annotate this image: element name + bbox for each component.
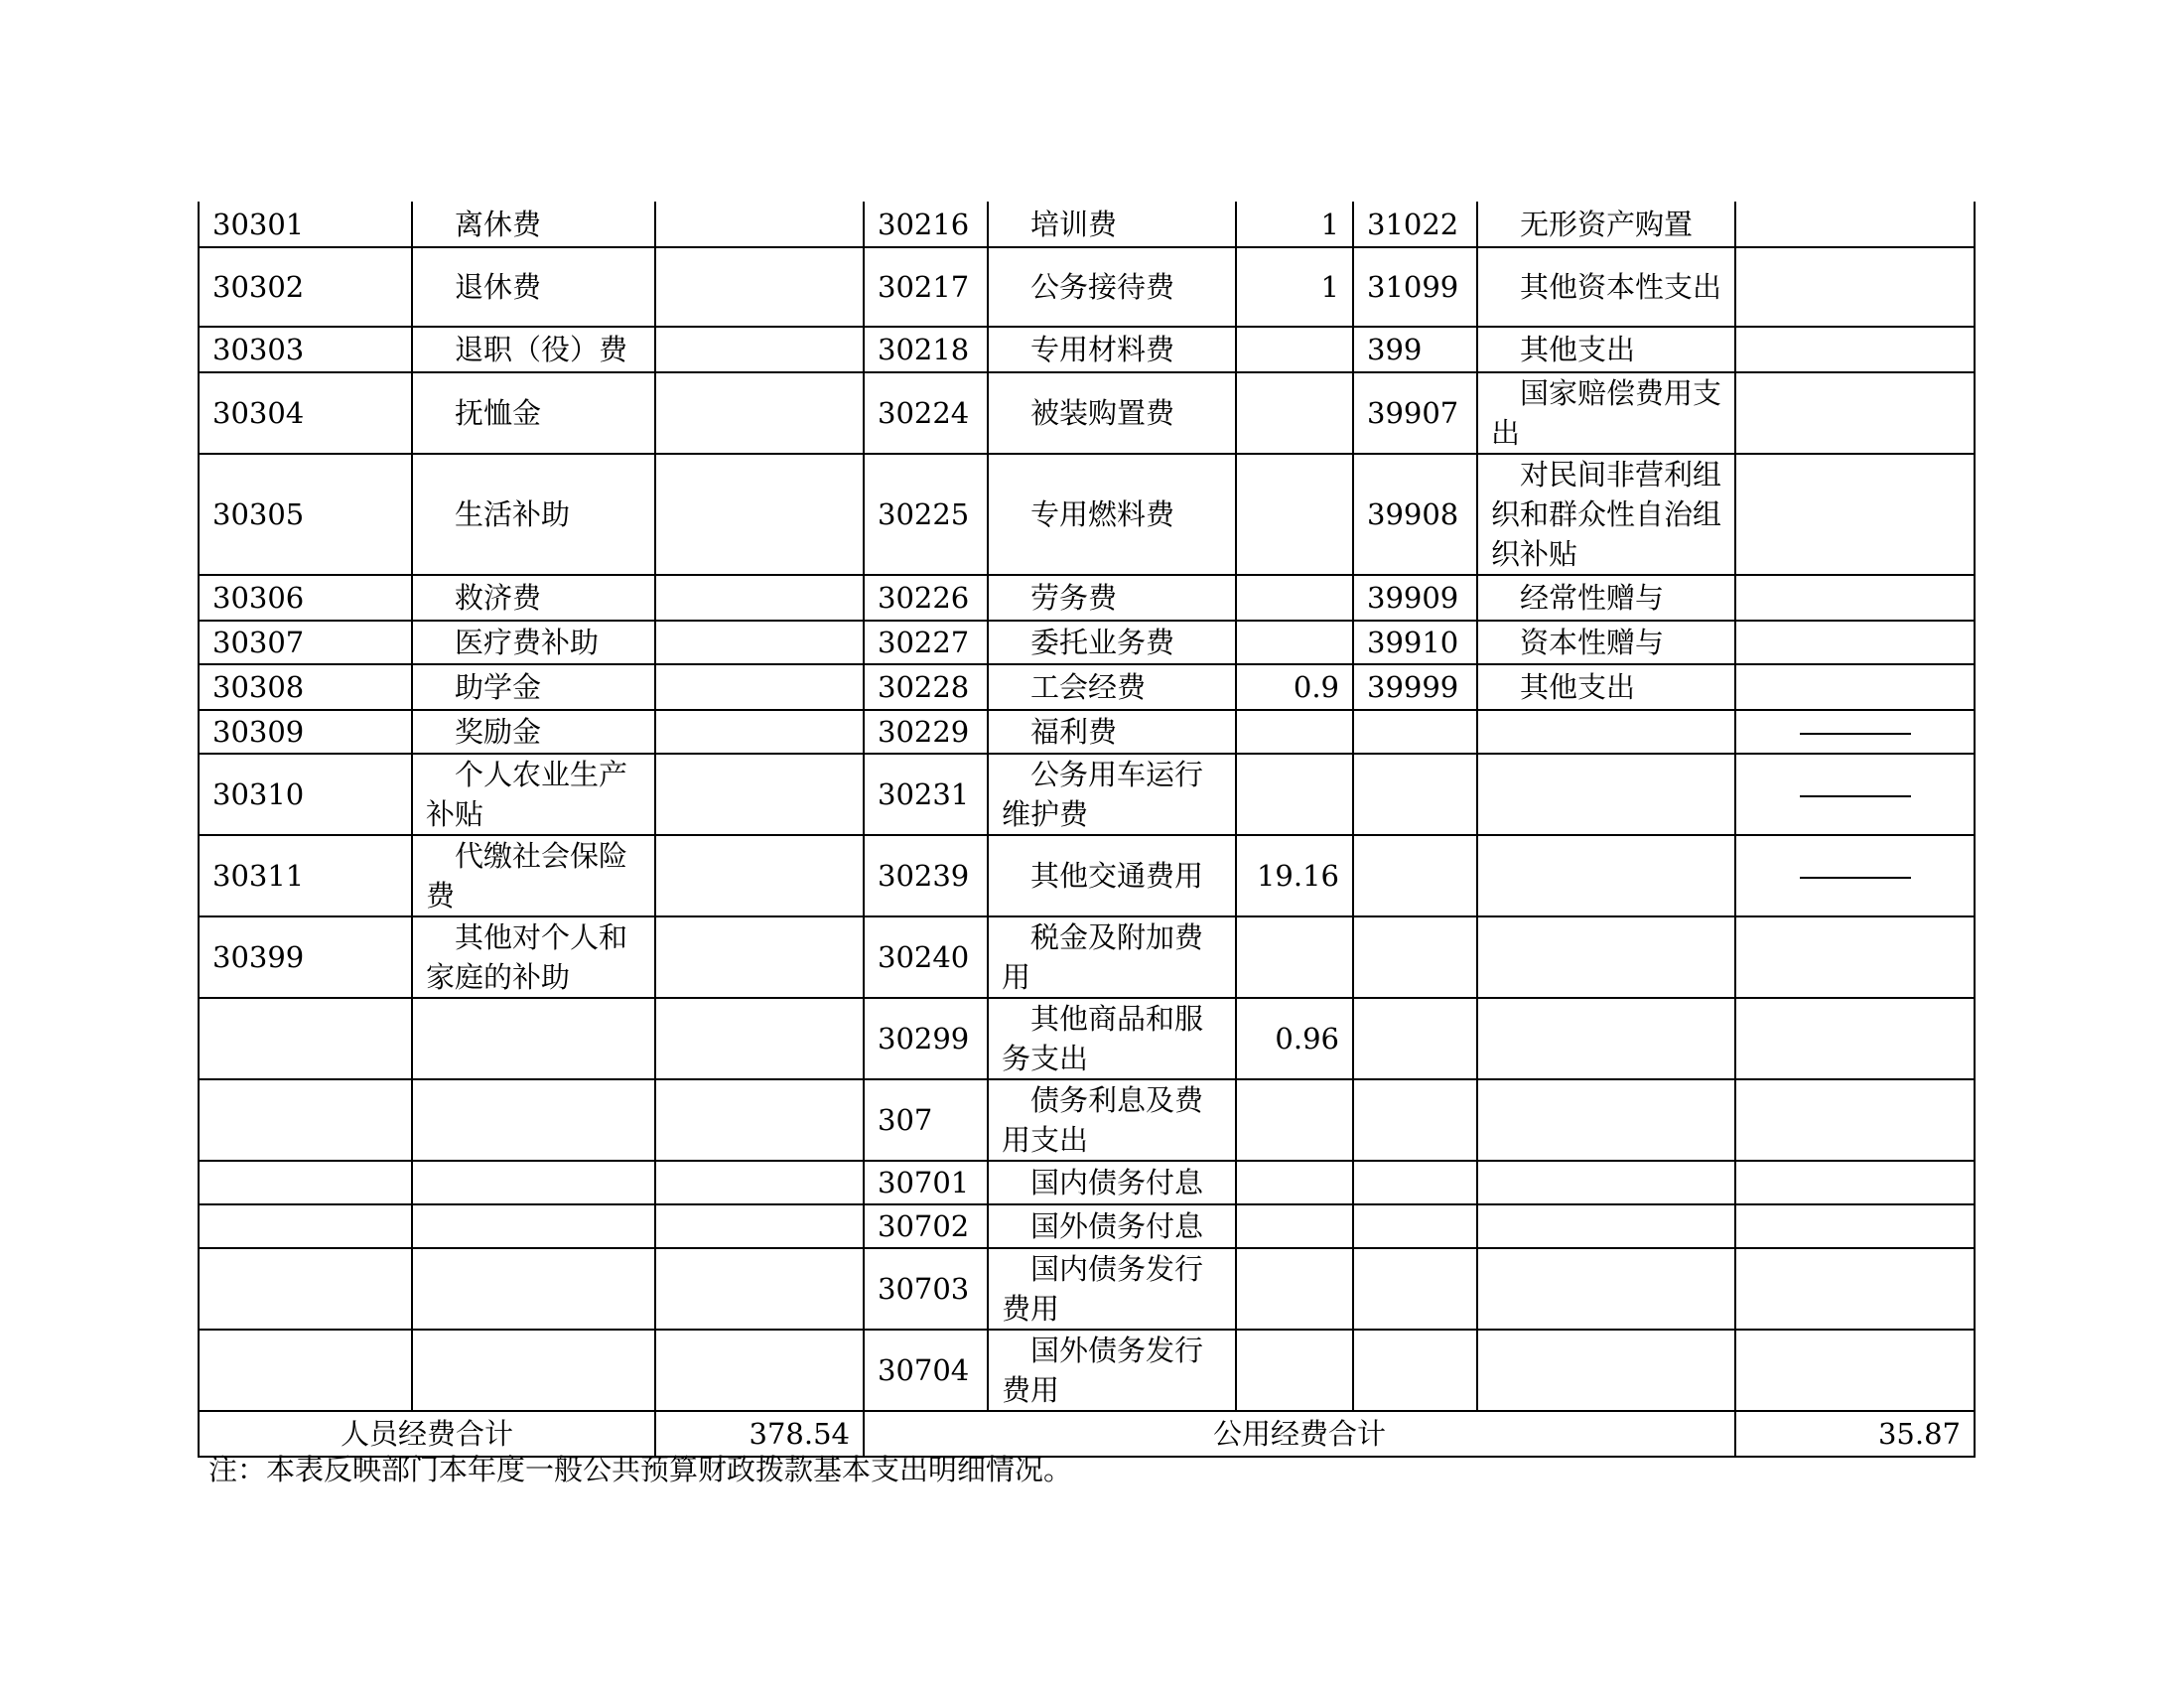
group3-name-cell: 其他支出 [1477, 664, 1735, 710]
table-row [199, 575, 1975, 621]
group2-amount-cell [1236, 575, 1353, 621]
group1-code-cell: 30311 [199, 835, 412, 916]
table-row [199, 454, 1975, 575]
group1-amount-cell [655, 1161, 864, 1204]
group2-amount-cell [1236, 754, 1353, 835]
group1-code-cell: 30399 [199, 916, 412, 998]
dash-line [1800, 795, 1911, 797]
group2-name-cell: 工会经费 [988, 664, 1236, 710]
table-row [199, 202, 1975, 247]
group1-name-cell: 代缴社会保险费 [412, 835, 655, 916]
table-row [199, 664, 1975, 710]
group2-code-cell: 30226 [864, 575, 988, 621]
group2-code-cell: 30227 [864, 621, 988, 664]
group3-amount-cell [1735, 1248, 1975, 1330]
group3-code-cell: 39910 [1353, 621, 1477, 664]
group3-amount-cell [1735, 916, 1975, 998]
group3-amount-cell [1735, 1204, 1975, 1248]
group3-code-cell [1353, 916, 1477, 998]
group2-amount-cell [1236, 1248, 1353, 1330]
dash-placeholder [1735, 835, 1975, 916]
group2-name-cell: 公务用车运行维护费 [988, 754, 1236, 835]
group2-code-cell: 30218 [864, 327, 988, 372]
group3-code-cell: 39907 [1353, 372, 1477, 454]
group3-code-cell: 39909 [1353, 575, 1477, 621]
group3-amount-cell [1735, 998, 1975, 1079]
group3-code-cell: 31099 [1353, 247, 1477, 327]
group2-amount-cell [1236, 1330, 1353, 1411]
group1-name-cell: 退休费 [412, 247, 655, 327]
group2-name-cell: 福利费 [988, 710, 1236, 754]
budget-detail-table [198, 202, 1976, 1458]
group2-amount-cell [1236, 916, 1353, 998]
table-row [199, 998, 1975, 1079]
group1-amount-cell [655, 835, 864, 916]
group1-name-cell: 离休费 [412, 202, 655, 247]
group2-code-cell: 30702 [864, 1204, 988, 1248]
table-row [199, 1248, 1975, 1330]
group2-name-cell: 公务接待费 [988, 247, 1236, 327]
group3-amount-cell [1735, 202, 1975, 247]
group1-amount-cell [655, 916, 864, 998]
group1-name-cell: 其他对个人和家庭的补助 [412, 916, 655, 998]
table-row [199, 1204, 1975, 1248]
group1-name-cell [412, 1204, 655, 1248]
group3-amount-cell [1735, 621, 1975, 664]
group2-name-cell: 国内债务发行费用 [988, 1248, 1236, 1330]
table-row [199, 835, 1975, 916]
dash-line [1800, 877, 1911, 879]
group3-code-cell [1353, 754, 1477, 835]
group2-amount-cell [1236, 1161, 1353, 1204]
group1-amount-cell [655, 247, 864, 327]
group3-name-cell [1477, 1248, 1735, 1330]
group2-code-cell: 30216 [864, 202, 988, 247]
public-total-value: 35.87 [1735, 1411, 1975, 1457]
group3-code-cell [1353, 710, 1477, 754]
group2-amount-cell: 0.96 [1236, 998, 1353, 1079]
group3-name-cell: 资本性赠与 [1477, 621, 1735, 664]
group2-amount-cell: 1 [1236, 202, 1353, 247]
group1-name-cell: 医疗费补助 [412, 621, 655, 664]
personnel-total-label: 人员经费合计 [199, 1411, 655, 1457]
group1-code-cell: 30310 [199, 754, 412, 835]
group1-code-cell [199, 1079, 412, 1161]
group2-code-cell: 30239 [864, 835, 988, 916]
group3-amount-cell [1735, 1161, 1975, 1204]
group3-name-cell [1477, 1161, 1735, 1204]
group3-amount-cell [1735, 372, 1975, 454]
group2-code-cell: 30703 [864, 1248, 988, 1330]
group3-code-cell [1353, 998, 1477, 1079]
group2-name-cell: 国外债务发行费用 [988, 1330, 1236, 1411]
group2-code-cell: 30224 [864, 372, 988, 454]
group2-code-cell: 30299 [864, 998, 988, 1079]
table-footnote: 注：本表反映部门本年度一般公共预算财政拨款基本支出明细情况。 [208, 1453, 1073, 1486]
group3-code-cell [1353, 1079, 1477, 1161]
group1-name-cell: 助学金 [412, 664, 655, 710]
group3-name-cell: 其他支出 [1477, 327, 1735, 372]
group3-name-cell: 无形资产购置 [1477, 202, 1735, 247]
group2-name-cell: 税金及附加费用 [988, 916, 1236, 998]
group1-code-cell: 30309 [199, 710, 412, 754]
group2-name-cell: 债务利息及费用支出 [988, 1079, 1236, 1161]
group3-name-cell [1477, 754, 1735, 835]
group2-amount-cell [1236, 710, 1353, 754]
group1-code-cell: 30308 [199, 664, 412, 710]
group2-name-cell: 培训费 [988, 202, 1236, 247]
group1-code-cell [199, 1330, 412, 1411]
group2-code-cell: 30240 [864, 916, 988, 998]
group1-amount-cell [655, 664, 864, 710]
group2-amount-cell [1236, 454, 1353, 575]
group1-amount-cell [655, 202, 864, 247]
group1-name-cell: 退职（役）费 [412, 327, 655, 372]
group3-name-cell [1477, 998, 1735, 1079]
group1-amount-cell [655, 1204, 864, 1248]
group1-code-cell [199, 1161, 412, 1204]
group3-amount-cell [1735, 247, 1975, 327]
table-body [199, 202, 1975, 1457]
table-row [199, 1330, 1975, 1411]
group1-amount-cell [655, 1330, 864, 1411]
group1-amount-cell [655, 710, 864, 754]
table-row [199, 247, 1975, 327]
group2-code-cell: 30229 [864, 710, 988, 754]
group1-amount-cell [655, 621, 864, 664]
group1-name-cell: 救济费 [412, 575, 655, 621]
table-row [199, 710, 1975, 754]
dash-placeholder [1735, 754, 1975, 835]
group1-code-cell: 30306 [199, 575, 412, 621]
group2-amount-cell [1236, 372, 1353, 454]
table-row [199, 1079, 1975, 1161]
group1-name-cell [412, 998, 655, 1079]
group1-code-cell: 30302 [199, 247, 412, 327]
group3-name-cell: 对民间非营利组织和群众性自治组织补贴 [1477, 454, 1735, 575]
group1-code-cell: 30303 [199, 327, 412, 372]
group2-name-cell: 委托业务费 [988, 621, 1236, 664]
group2-name-cell: 国外债务付息 [988, 1204, 1236, 1248]
group2-name-cell: 其他商品和服务支出 [988, 998, 1236, 1079]
group1-name-cell: 抚恤金 [412, 372, 655, 454]
group1-amount-cell [655, 372, 864, 454]
group1-code-cell: 30301 [199, 202, 412, 247]
group3-amount-cell [1735, 575, 1975, 621]
dash-line [1800, 733, 1911, 735]
group1-amount-cell [655, 1248, 864, 1330]
group3-code-cell [1353, 1248, 1477, 1330]
group2-amount-cell [1236, 621, 1353, 664]
group2-name-cell: 专用材料费 [988, 327, 1236, 372]
group1-name-cell [412, 1161, 655, 1204]
group2-amount-cell: 19.16 [1236, 835, 1353, 916]
personnel-total-value: 378.54 [655, 1411, 864, 1457]
group1-amount-cell [655, 575, 864, 621]
group1-name-cell: 个人农业生产补贴 [412, 754, 655, 835]
group1-code-cell: 30307 [199, 621, 412, 664]
group3-code-cell: 39908 [1353, 454, 1477, 575]
public-total-label: 公用经费合计 [864, 1411, 1735, 1457]
group2-code-cell: 30701 [864, 1161, 988, 1204]
group3-amount-cell [1735, 1330, 1975, 1411]
group3-code-cell: 399 [1353, 327, 1477, 372]
group2-code-cell: 307 [864, 1079, 988, 1161]
group2-amount-cell: 0.9 [1236, 664, 1353, 710]
group1-name-cell [412, 1248, 655, 1330]
group3-name-cell [1477, 1079, 1735, 1161]
group1-name-cell: 生活补助 [412, 454, 655, 575]
group2-name-cell: 国内债务付息 [988, 1161, 1236, 1204]
table-row [199, 621, 1975, 664]
group3-name-cell: 经常性赠与 [1477, 575, 1735, 621]
group3-name-cell [1477, 1204, 1735, 1248]
group1-name-cell [412, 1079, 655, 1161]
group2-amount-cell: 1 [1236, 247, 1353, 327]
group2-code-cell: 30225 [864, 454, 988, 575]
group3-name-cell: 国家赔偿费用支出 [1477, 372, 1735, 454]
group1-amount-cell [655, 754, 864, 835]
group2-name-cell: 劳务费 [988, 575, 1236, 621]
group1-name-cell [412, 1330, 655, 1411]
group1-amount-cell [655, 327, 864, 372]
group3-code-cell: 39999 [1353, 664, 1477, 710]
group3-code-cell [1353, 835, 1477, 916]
group2-code-cell: 30704 [864, 1330, 988, 1411]
group1-code-cell [199, 1204, 412, 1248]
group1-amount-cell [655, 998, 864, 1079]
group3-amount-cell [1735, 664, 1975, 710]
group2-code-cell: 30228 [864, 664, 988, 710]
group2-name-cell: 被装购置费 [988, 372, 1236, 454]
group1-code-cell [199, 1248, 412, 1330]
group1-code-cell: 30305 [199, 454, 412, 575]
group2-amount-cell [1236, 327, 1353, 372]
group3-code-cell: 31022 [1353, 202, 1477, 247]
group3-amount-cell [1735, 327, 1975, 372]
group3-amount-cell [1735, 454, 1975, 575]
group3-code-cell [1353, 1161, 1477, 1204]
group1-code-cell: 30304 [199, 372, 412, 454]
table-row [199, 372, 1975, 454]
group3-name-cell: 其他资本性支出 [1477, 247, 1735, 327]
table-row [199, 327, 1975, 372]
group3-name-cell [1477, 1330, 1735, 1411]
group3-amount-cell [1735, 1079, 1975, 1161]
group2-code-cell: 30217 [864, 247, 988, 327]
table-row [199, 916, 1975, 998]
group2-name-cell: 其他交通费用 [988, 835, 1236, 916]
group1-amount-cell [655, 454, 864, 575]
group1-name-cell: 奖励金 [412, 710, 655, 754]
group2-amount-cell [1236, 1079, 1353, 1161]
group2-amount-cell [1236, 1204, 1353, 1248]
table-row [199, 1161, 1975, 1204]
group3-name-cell [1477, 710, 1735, 754]
group2-name-cell: 专用燃料费 [988, 454, 1236, 575]
group2-code-cell: 30231 [864, 754, 988, 835]
table-row [199, 754, 1975, 835]
group3-code-cell [1353, 1204, 1477, 1248]
group1-amount-cell [655, 1079, 864, 1161]
dash-placeholder [1735, 710, 1975, 754]
group3-name-cell [1477, 916, 1735, 998]
group1-code-cell [199, 998, 412, 1079]
group3-code-cell [1353, 1330, 1477, 1411]
group3-name-cell [1477, 835, 1735, 916]
